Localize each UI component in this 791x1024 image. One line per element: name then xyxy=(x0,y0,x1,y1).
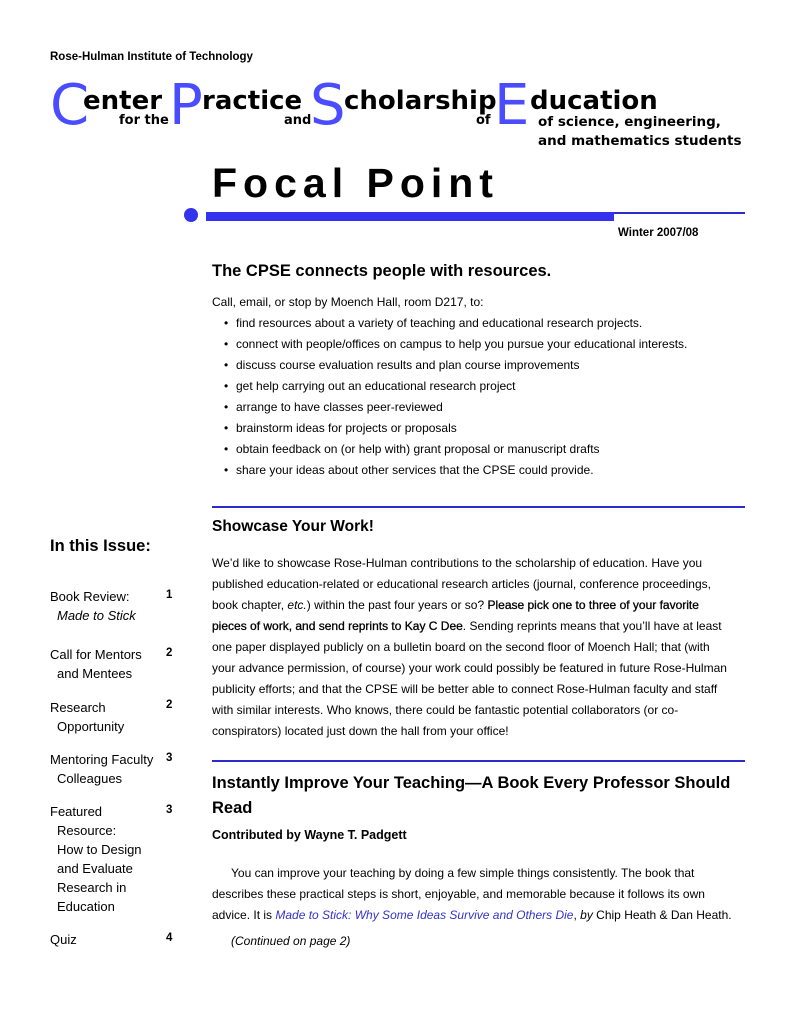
book-text-2: , xyxy=(573,908,581,922)
toc-page-number: 3 xyxy=(166,752,173,764)
masthead-letter-e: E xyxy=(494,73,530,138)
toc-heading: In this Issue: xyxy=(50,537,151,555)
list-item: • find resources about a variety of teaching and educational research projects. xyxy=(224,313,744,334)
continued-note: (Continued on page 2) xyxy=(231,934,351,948)
masthead-word-practice: ractice xyxy=(202,86,303,116)
masthead-of: of xyxy=(476,113,491,128)
toc-item-line: Call for Mentors xyxy=(50,647,142,662)
title-bullet-dot xyxy=(184,208,198,222)
center-logo xyxy=(50,73,750,158)
list-item: • discuss course evaluation results and plan course improvements xyxy=(224,355,744,376)
toc-page-number: 3 xyxy=(166,804,173,816)
masthead-tagline-2: and mathematics students xyxy=(538,133,742,149)
masthead-word-scholarship: cholarship xyxy=(344,86,497,116)
toc-item-line: Resource: xyxy=(57,823,117,838)
book-heading: Instantly Improve Your Teaching—A Book Every Professor Should Read xyxy=(212,774,731,817)
masthead-for-the: for the xyxy=(119,113,169,128)
showcase-text-3: . Sending reprints means that you’ll have at least one paper displayed publicly on a bulletin board on the second floor of Moench Hall; that (with your advance permission, of course) your work could possibly be featured in future Rose-Hulman publicity efforts; and that the CPSE will be better able to connect Rose-Hulman faculty and staff with similar interests. Who knows, there could be fantastic potential collaborators (or co-conspirators) located just down the hall from your office! xyxy=(212,619,727,738)
toc-item-featured-resource[interactable] xyxy=(50,802,180,916)
toc-page-number: 2 xyxy=(166,647,173,659)
newsletter-title: Focal Point xyxy=(212,160,499,206)
toc-item-research-opportunity[interactable] xyxy=(50,698,180,736)
toc-item-line: Quiz xyxy=(50,932,77,947)
toc-item-book-review[interactable] xyxy=(50,587,180,625)
list-item: • get help carrying out an educational research project xyxy=(224,376,744,397)
showcase-paragraph xyxy=(212,553,734,742)
toc-item-line: and Evaluate xyxy=(57,861,133,876)
toc-item-line: and Mentees xyxy=(57,666,133,681)
masthead-and: and xyxy=(284,113,312,128)
book-title-link[interactable]: Made to Stick: Why Some Ideas Survive and Others Die xyxy=(275,908,574,922)
toc-item-call-for-mentors[interactable] xyxy=(50,645,180,683)
toc-item-line: Book Review: xyxy=(50,589,130,604)
masthead-tagline-1: of science, engineering, xyxy=(538,114,721,130)
connects-heading: The CPSE connects people with resources. xyxy=(212,262,552,280)
toc-item-line: Research xyxy=(50,700,106,715)
toc-item-line: Featured xyxy=(50,804,103,819)
toc-item-line: Opportunity xyxy=(57,719,125,734)
toc-item-line: Mentoring Faculty xyxy=(50,752,154,767)
toc-page-number: 1 xyxy=(166,589,173,601)
masthead-word-center: enter xyxy=(83,86,163,116)
services-list xyxy=(224,313,744,481)
book-by: by xyxy=(580,908,593,922)
list-item: • share your ideas about other services that the CPSE could provide. xyxy=(224,460,744,481)
showcase-etc: etc. xyxy=(287,598,307,612)
showcase-heading: Showcase Your Work! xyxy=(212,518,374,535)
book-byline: Contributed by Wayne T. Padgett xyxy=(212,828,407,842)
issue-date: Winter 2007/08 xyxy=(618,227,699,239)
book-paragraph xyxy=(212,863,734,926)
masthead-letter-s: S xyxy=(310,73,346,138)
masthead-word-education: ducation xyxy=(530,86,658,116)
toc-page-number: 2 xyxy=(166,699,173,711)
toc-item-line: How to Design xyxy=(57,842,142,857)
list-item: • brainstorm ideas for projects or proposals xyxy=(224,418,744,439)
list-item: • connect with people/offices on campus to help you pursue your educational interests. xyxy=(224,334,744,355)
toc-item-line: Education xyxy=(57,899,115,914)
title-underline-bar xyxy=(206,212,614,221)
section-divider xyxy=(212,760,745,762)
masthead-letter-p: P xyxy=(169,73,203,138)
toc-page-number: 4 xyxy=(166,932,173,944)
list-item: • arrange to have classes peer-reviewed xyxy=(224,397,744,418)
list-item: • obtain feedback on (or help with) grant proposal or manuscript drafts xyxy=(224,439,744,460)
toc-item-line: Made to Stick xyxy=(57,608,136,623)
book-text: You can improve your teaching by doing a few simple things consistently. The book that describes these practical steps is short, enjoyable, and memorable because it follows its own advice. It is xyxy=(212,866,705,922)
toc-item-line: Colleagues xyxy=(57,771,123,786)
showcase-request: Please pick one to three of your favorite pieces of work, and send reprints to Kay C Dee xyxy=(212,598,699,633)
connects-intro: Call, email, or stop by Moench Hall, room D217, to: xyxy=(212,295,484,309)
showcase-text-2: ) within the past four years or so? xyxy=(306,598,488,612)
book-text-3: Chip Heath & Dan Heath. xyxy=(592,908,732,922)
institute-name: Rose-Hulman Institute of Technology xyxy=(50,51,253,63)
toc-item-quiz[interactable] xyxy=(50,930,180,949)
title-rule xyxy=(614,212,745,214)
toc-item-mentoring-faculty[interactable] xyxy=(50,750,180,788)
toc-item-line: Research in xyxy=(57,880,127,895)
masthead-letter-c: C xyxy=(50,73,90,138)
section-divider xyxy=(212,506,745,508)
showcase-text: We’d like to showcase Rose-Hulman contributions to the scholarship of education. Have you published education-related or educational research articles (journal, conference proceedings, book chapter, xyxy=(212,556,711,612)
